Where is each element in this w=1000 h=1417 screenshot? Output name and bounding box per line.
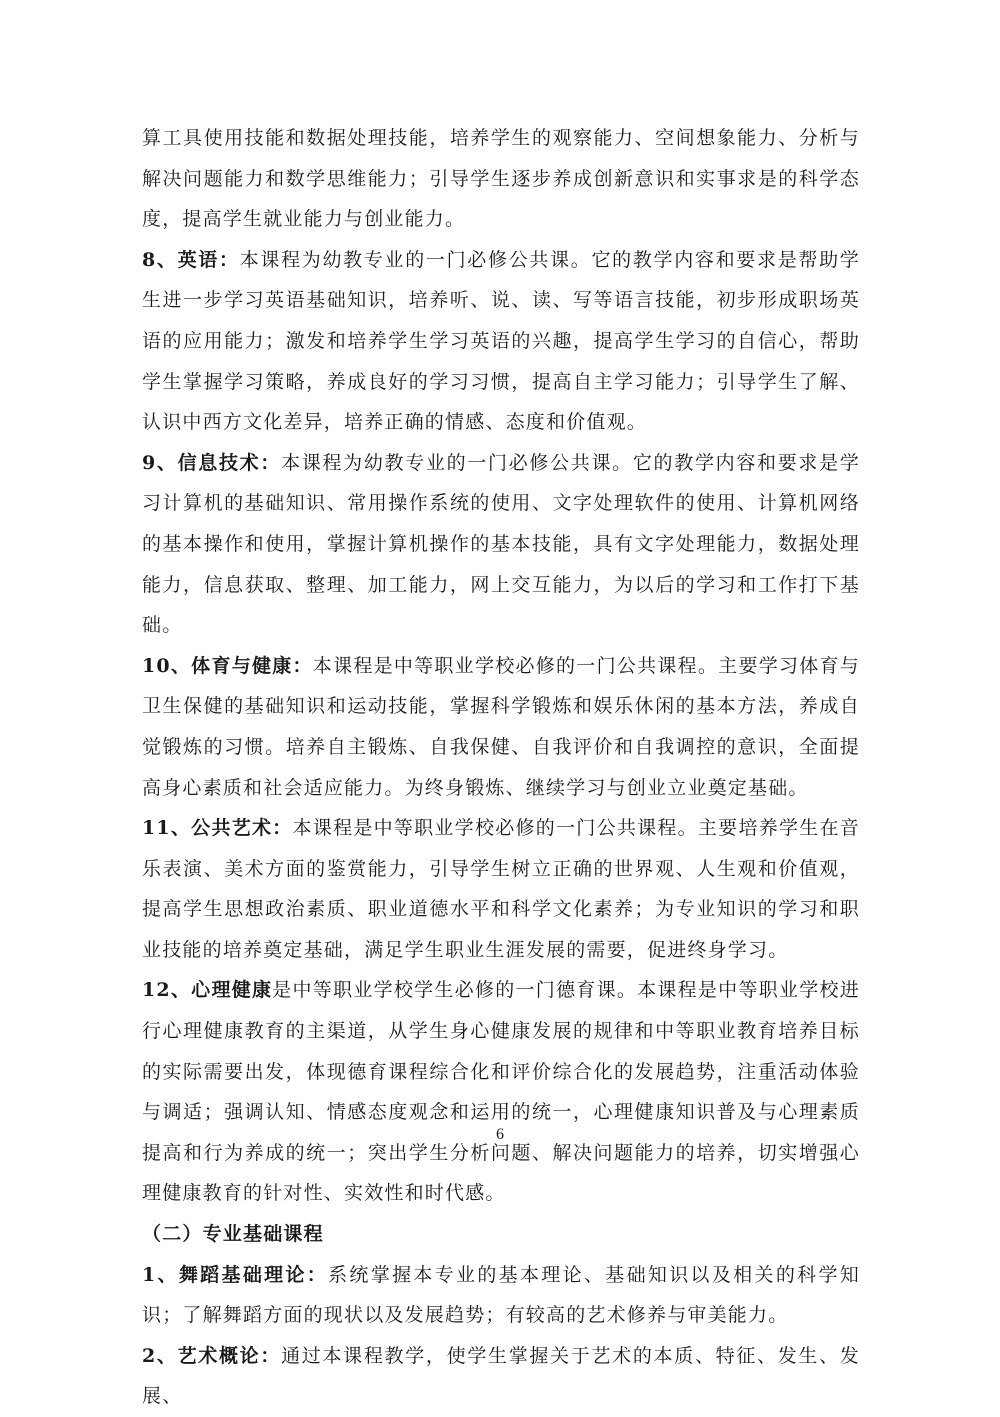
paragraph-text: 本课程是中等职业学校必修的一门公共课程。主要学习体育与卫生保健的基础知识和运动技能，掌握科学锻炼和娱乐休闲的基本方法，养成自觉锻炼的习惯。培养自主锻炼、自我保健、自我评价和自我调控的意识，全面提高身心素质和社会适应能力。为终身锻炼、继续学习与创业立业奠定基础。 <box>142 654 860 799</box>
paragraph-lead: 1、舞蹈基础理论： <box>142 1263 329 1286</box>
paragraph-lead: 9、信息技术： <box>142 451 282 474</box>
paragraph-lead: 10、体育与健康： <box>142 654 313 677</box>
paragraph-math-continued <box>142 118 860 240</box>
paragraph-text: 本课程为幼教专业的一门必修公共课。它的教学内容和要求是学习计算机的基础知识、常用操作系统的使用、文字处理软件的使用、计算机网络的基本操作和使用，掌握计算机操作的基本技能，具有文字处理能力，数据处理能力，信息获取、整理、加工能力，网上交互能力，为以后的学习和工作打下基础。 <box>142 451 860 637</box>
paragraph-mental-health <box>142 970 860 1214</box>
paragraph-art-intro <box>142 1336 860 1417</box>
document-page <box>142 118 860 1417</box>
paragraph-text: 本课程为幼教专业的一门必修公共课。它的教学内容和要求是帮助学生进一步学习英语基础知识，培养听、说、读、写等语言技能，初步形成职场英语的应用能力；激发和培养学生学习英语的兴趣，提高学生学习的自信心，帮助学生掌握学习策略，养成良好的学习习惯，提高自主学习能力；引导学生了解、认识中西方文化差异，培养正确的情感、态度和价值观。 <box>142 248 860 434</box>
page-number: 6 <box>496 1126 504 1143</box>
paragraph-it <box>142 443 860 646</box>
paragraph-lead: 2、艺术概论： <box>142 1344 282 1367</box>
paragraph-english <box>142 240 860 443</box>
paragraph-text: 系统掌握本专业的基本理论、基础知识以及相关的科学知识；了解舞蹈方面的现状以及发展趋势；有较高的艺术修养与审美能力。 <box>142 1263 860 1327</box>
paragraph-text: 本课程是中等职业学校必修的一门公共课程。主要培养学生在音乐表演、美术方面的鉴赏能力，引导学生树立正确的世界观、人生观和价值观，提高学生思想政治素质、职业道德水平和科学文化素养；为专业知识的学习和职业技能的培养奠定基础，满足学生职业生涯发展的需要，促进终身学习。 <box>142 817 860 961</box>
paragraph-text: 通过本课程教学，使学生掌握关于艺术的本质、特征、发生、发展、 <box>142 1344 860 1408</box>
paragraph-art <box>142 808 860 970</box>
section-heading: （二）专业基础课程 <box>142 1223 324 1246</box>
paragraph-text: 算工具使用技能和数据处理技能，培养学生的观察能力、空间想象能力、分析与解决问题能力和数学思维能力；引导学生逐步养成创新意识和实事求是的科学态度，提高学生就业能力与创业能力。 <box>142 127 860 231</box>
paragraph-pe <box>142 646 860 808</box>
paragraph-dance-theory <box>142 1255 860 1336</box>
paragraph-lead: 8、英语： <box>142 248 240 271</box>
paragraph-lead: 12、心理健康 <box>142 979 273 1002</box>
paragraph-lead: 11、公共艺术： <box>142 817 293 840</box>
paragraph-text: 是中等职业学校学生必修的一门德育课。本课程是中等职业学校进行心理健康教育的主渠道，从学生身心健康发展的规律和中等职业教育培养目标的实际需要出发，体现德育课程综合化和评价综合化的发展趋势，注重活动体验与调适；强调认知、情感态度观念和运用的统一，心理健康知识普及与心理素质提高和行为养成的统一；突出学生分析问题、解决问题能力的培养，切实增强心理健康教育的针对性、实效性和时代感。 <box>142 979 860 1205</box>
